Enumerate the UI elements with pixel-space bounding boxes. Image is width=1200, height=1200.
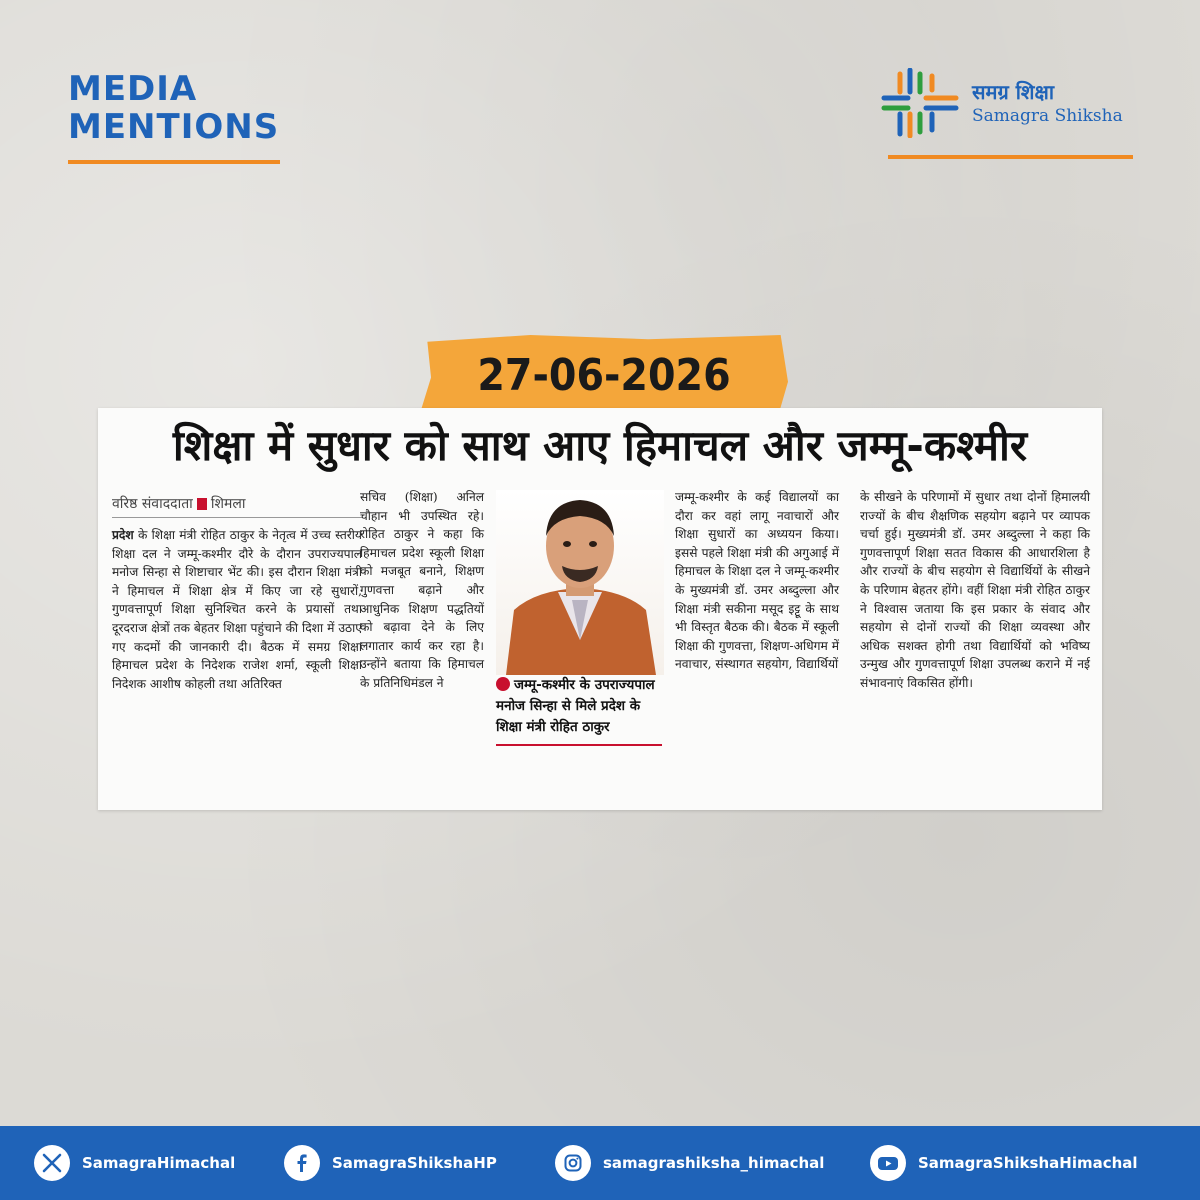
article-column-2: सचिव (शिक्षा) अनिल चौहान भी उपस्थित रहे। रोहित ठाकुर ने कहा कि हिमाचल प्रदेश स्कूली शिक्षा को मजबूत बनाने, शिक्षण गुणवत्ता बढ़ाने और आधुनिक शिक्षण पद्धतियों को बढ़ावा देने के लिए लगातार कार्य कर रहा है। उन्होंने बताया कि हिमाचल के प्रतिनिधिमंडल ने bbox=[360, 490, 484, 690]
logo-mark-icon bbox=[880, 68, 960, 138]
social-youtube-handle: SamagraShikshaHimachal bbox=[918, 1154, 1138, 1172]
newspaper-clipping bbox=[98, 408, 1102, 810]
social-facebook[interactable] bbox=[284, 1144, 497, 1182]
social-youtube[interactable] bbox=[870, 1144, 1138, 1182]
caption-text: जम्मू-कश्मीर के उपराज्यपाल मनोज सिन्हा से मिले प्रदेश के शिक्षा मंत्री रोहित ठाकुर bbox=[496, 677, 655, 735]
instagram-icon bbox=[555, 1145, 591, 1181]
article-column-3: जम्मू-कश्मीर के कई विद्यालयों का दौरा कर वहां लागू नवाचारों और शिक्षा सुधारों का अध्ययन किया। इससे पहले शिक्षा मंत्री की अगुआई में हिमाचल के शिक्षा दल ने जम्मू-कश्मीर के मुख्यमंत्री डॉ. उमर अब्दुल्ला और शिक्षा मंत्री सकीना मसूद इट्टू के साथ भी विस्तृत बैठक की। बैठक में स्कूली शिक्षा की गुणवत्ता, शिक्षण-अधिगम में नवाचार, संस्थागत सहयोग, विद्यार्थियों bbox=[675, 490, 839, 672]
column-1-text: के शिक्षा मंत्री रोहित ठाकुर के नेतृत्व में उच्च स्तरीय शिक्षा दल ने जम्मू-कश्मीर दौरे के दौरान उपराज्यपाल मनोज सिन्हा से शिष्टाचार भेंट की। इस दौरान शिक्षा मंत्री ने हिमाचल में शिक्षा क्षेत्र में किए जा रहे सुधारों, गुणवत्तापूर्ण शिक्षा सुनिश्चित करने के प्रयासों तथा दूरदराज क्षेत्रों तक बेहतर शिक्षा पहुंचाने की दिशा में उठाए गए कदमों की जानकारी दी। बैठक में समग्र शिक्षा हिमाचल प्रदेश के निदेशक राजेश शर्मा, स्कूली शिक्षा निदेशक आशीष कोहली तथा अतिरिक्त bbox=[112, 528, 362, 691]
column-1-lead: प्रदेश bbox=[112, 528, 134, 542]
social-facebook-handle: SamagraShikshaHP bbox=[332, 1154, 497, 1172]
title-line-2: MENTIONS bbox=[68, 107, 280, 147]
title-line-1: MEDIA bbox=[68, 69, 198, 109]
byline-city: शिमला bbox=[210, 496, 246, 512]
caption-bullet-icon bbox=[496, 677, 510, 691]
person-portrait-icon bbox=[496, 490, 664, 675]
photo-caption bbox=[496, 675, 662, 746]
social-x[interactable] bbox=[34, 1144, 235, 1182]
youtube-icon bbox=[870, 1145, 906, 1181]
logo-underline bbox=[888, 155, 1133, 159]
x-icon bbox=[34, 1145, 70, 1181]
byline-separator bbox=[197, 498, 207, 510]
article-byline bbox=[112, 494, 362, 518]
logo-hindi-text: समग्र शिक्षा bbox=[972, 80, 1055, 104]
samagra-shiksha-logo bbox=[880, 68, 1140, 138]
media-mentions-title bbox=[68, 70, 279, 146]
article-column-4: के सीखने के परिणामों में सुधार तथा दोनों हिमालयी राज्यों के बीच शैक्षणिक सहयोग बढ़ाने पर व्यापक चर्चा हुई। मुख्यमंत्री डॉ. उमर अब्दुल्ला ने कहा कि गुणवत्तापूर्ण शिक्षा सतत विकास की आधारशिला है और राज्यों के बीच सहयोग से विद्यार्थियों के सीखने के परिणाम बेहतर होंगे। वहीं शिक्षा मंत्री रोहित ठाकुर ने विश्वास जताया कि इस प्रकार के संवाद और सहयोग से दोनों राज्यों की शिक्षा व्यवस्था और अधिक सशक्त होगी तथा विद्यार्थियों को भविष्य उन्मुख और गुणवत्तापूर्ण शिक्षा उपलब्ध कराने में नई संभावनाएं विकसित होंगी। bbox=[860, 490, 1090, 690]
facebook-icon bbox=[284, 1145, 320, 1181]
article-headline: शिक्षा में सुधार को साथ आए हिमाचल और जम्मू-कश्मीर bbox=[172, 421, 1028, 470]
social-footer bbox=[0, 1126, 1200, 1200]
social-instagram[interactable] bbox=[555, 1144, 824, 1182]
title-underline bbox=[68, 160, 280, 164]
logo-english-text: Samagra Shiksha bbox=[972, 106, 1123, 126]
article-date: 27-06-2026 bbox=[477, 350, 731, 401]
social-x-handle: SamagraHimachal bbox=[82, 1154, 236, 1172]
article-column-1 bbox=[112, 526, 362, 693]
byline-reporter: वरिष्ठ संवाददाता bbox=[112, 496, 193, 512]
article-photo bbox=[496, 490, 664, 675]
social-instagram-handle: samagrashiksha_himachal bbox=[603, 1154, 825, 1172]
